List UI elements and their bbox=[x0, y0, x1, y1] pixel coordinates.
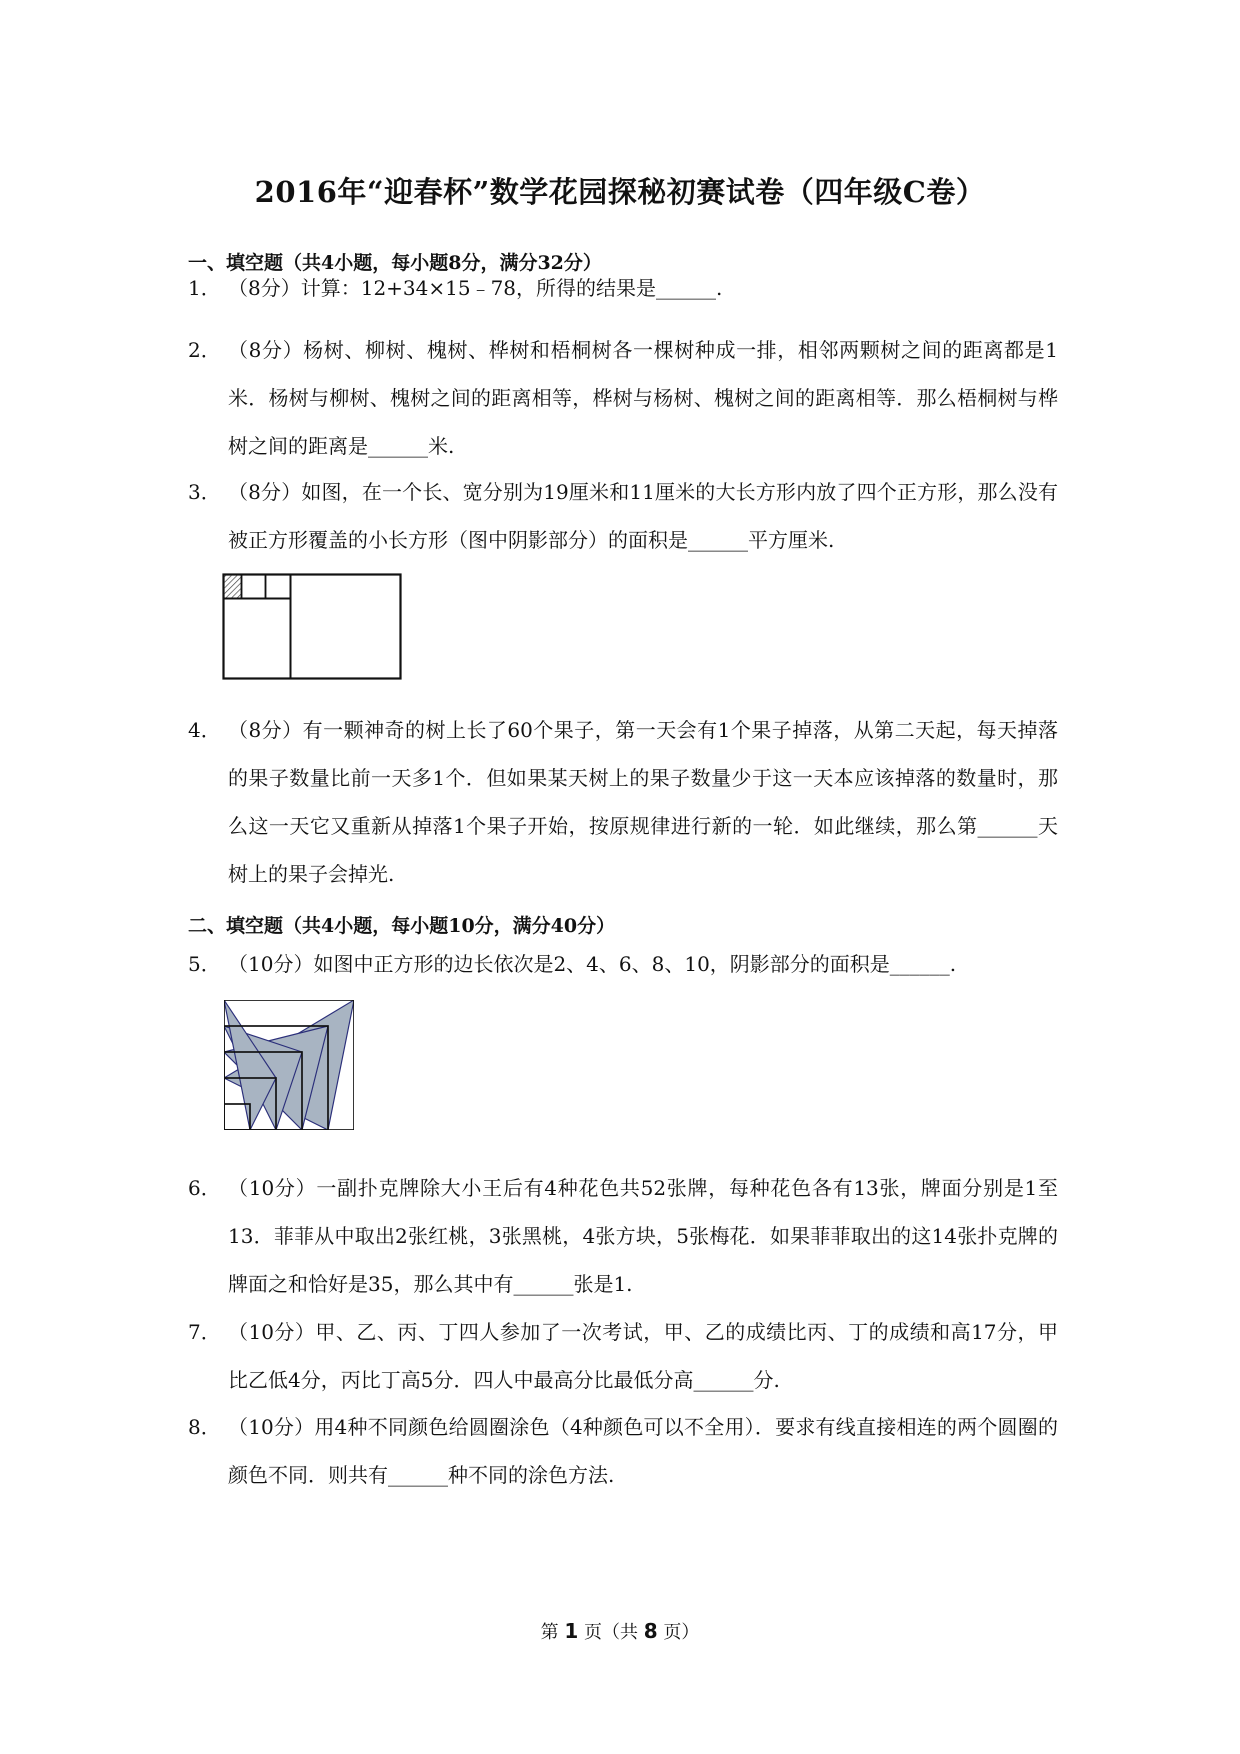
section-heading-1: 一、填空题（共4小题，每小题8分，满分32分） bbox=[188, 252, 602, 274]
question-number: 3． bbox=[188, 480, 221, 504]
question-number: 1． bbox=[188, 276, 221, 300]
page-footer bbox=[0, 1618, 1240, 1644]
question-4 bbox=[188, 706, 1058, 898]
question-2 bbox=[188, 326, 1058, 470]
shaded-regions bbox=[224, 1000, 354, 1130]
medium-square bbox=[224, 599, 291, 679]
footer-prefix: 第 bbox=[540, 1622, 559, 1643]
question-text: （10分）如图中正方形的边长依次是2、4、6、8、10，阴影部分的面积是______. bbox=[228, 952, 957, 976]
footer-mid: 页（共 bbox=[584, 1622, 638, 1643]
question-text: （10分）甲、乙、丙、丁四人参加了一次考试，甲、乙的成绩比丙、丁的成绩和高17分，甲比乙低4分，丙比丁高5分．四人中最高分比最低分高______分. bbox=[228, 1320, 1058, 1392]
section-heading-2: 二、填空题（共4小题，每小题10分，满分40分） bbox=[188, 915, 616, 937]
question-number: 7． bbox=[188, 1320, 221, 1344]
total-pages: 8 bbox=[643, 1619, 658, 1643]
large-square bbox=[291, 575, 401, 679]
question-text: （8分）有一颗神奇的树上长了60个果子，第一天会有1个果子掉落，从第二天起，每天掉落的果子数量比前一天多1个．但如果某天树上的果子数量少于这一天本应该掉落的数量时，那么这一天它又重新从掉落1个果子开始，按原规律进行新的一轮．如此继续，那么第______天树上的果子会掉光. bbox=[228, 718, 1058, 886]
small-square bbox=[266, 575, 291, 599]
footer-suffix: 页） bbox=[663, 1622, 700, 1643]
question-text: （10分）用4种不同颜色给圆圈涂色（4种颜色可以不全用）．要求有线直接相连的两个圆圈的颜色不同．则共有______种不同的涂色方法. bbox=[228, 1415, 1058, 1487]
question-number: 2． bbox=[188, 338, 221, 362]
small-square bbox=[242, 575, 266, 599]
question-6 bbox=[188, 1164, 1058, 1308]
page-title: 2016年“迎春杯”数学花园探秘初赛试卷（四年级C卷） bbox=[254, 175, 986, 209]
question-number: 8． bbox=[188, 1415, 221, 1439]
question-7 bbox=[188, 1308, 1058, 1404]
question-text: （8分）如图，在一个长、宽分别为19厘米和11厘米的大长方形内放了四个正方形，那么没有被正方形覆盖的小长方形（图中阴影部分）的面积是______平方厘米. bbox=[228, 480, 1058, 552]
question-8 bbox=[188, 1403, 1058, 1499]
current-page-number: 1 bbox=[564, 1619, 579, 1643]
question-number: 5． bbox=[188, 952, 221, 976]
question-number: 4． bbox=[188, 718, 221, 742]
question-5 bbox=[188, 940, 1058, 988]
question-text: （8分）杨树、柳树、槐树、桦树和梧桐树各一棵树种成一排，相邻两颗树之间的距离都是1米．杨树与柳树、槐树之间的距离相等，桦树与杨树、槐树之间的距离相等．那么梧桐树与桦树之间的距离是______米. bbox=[228, 338, 1058, 458]
question-3 bbox=[188, 468, 1058, 564]
nested-squares-figure bbox=[224, 1000, 354, 1130]
question-number: 6． bbox=[188, 1176, 221, 1200]
shaded-rectangle bbox=[224, 575, 242, 599]
question-text: （8分）计算：12+34×15﹣78，所得的结果是______. bbox=[228, 276, 723, 300]
question-1 bbox=[188, 264, 1058, 312]
rectangle-squares-figure bbox=[222, 573, 402, 683]
question-text: （10分）一副扑克牌除大小王后有4种花色共52张牌，每种花色各有13张，牌面分别是1至13．菲菲从中取出2张红桃，3张黑桃，4张方块，5张梅花．如果菲菲取出的这14张扑克牌的牌面之和恰好是35，那么其中有______张是1. bbox=[228, 1176, 1058, 1296]
big-rectangle bbox=[224, 575, 401, 679]
